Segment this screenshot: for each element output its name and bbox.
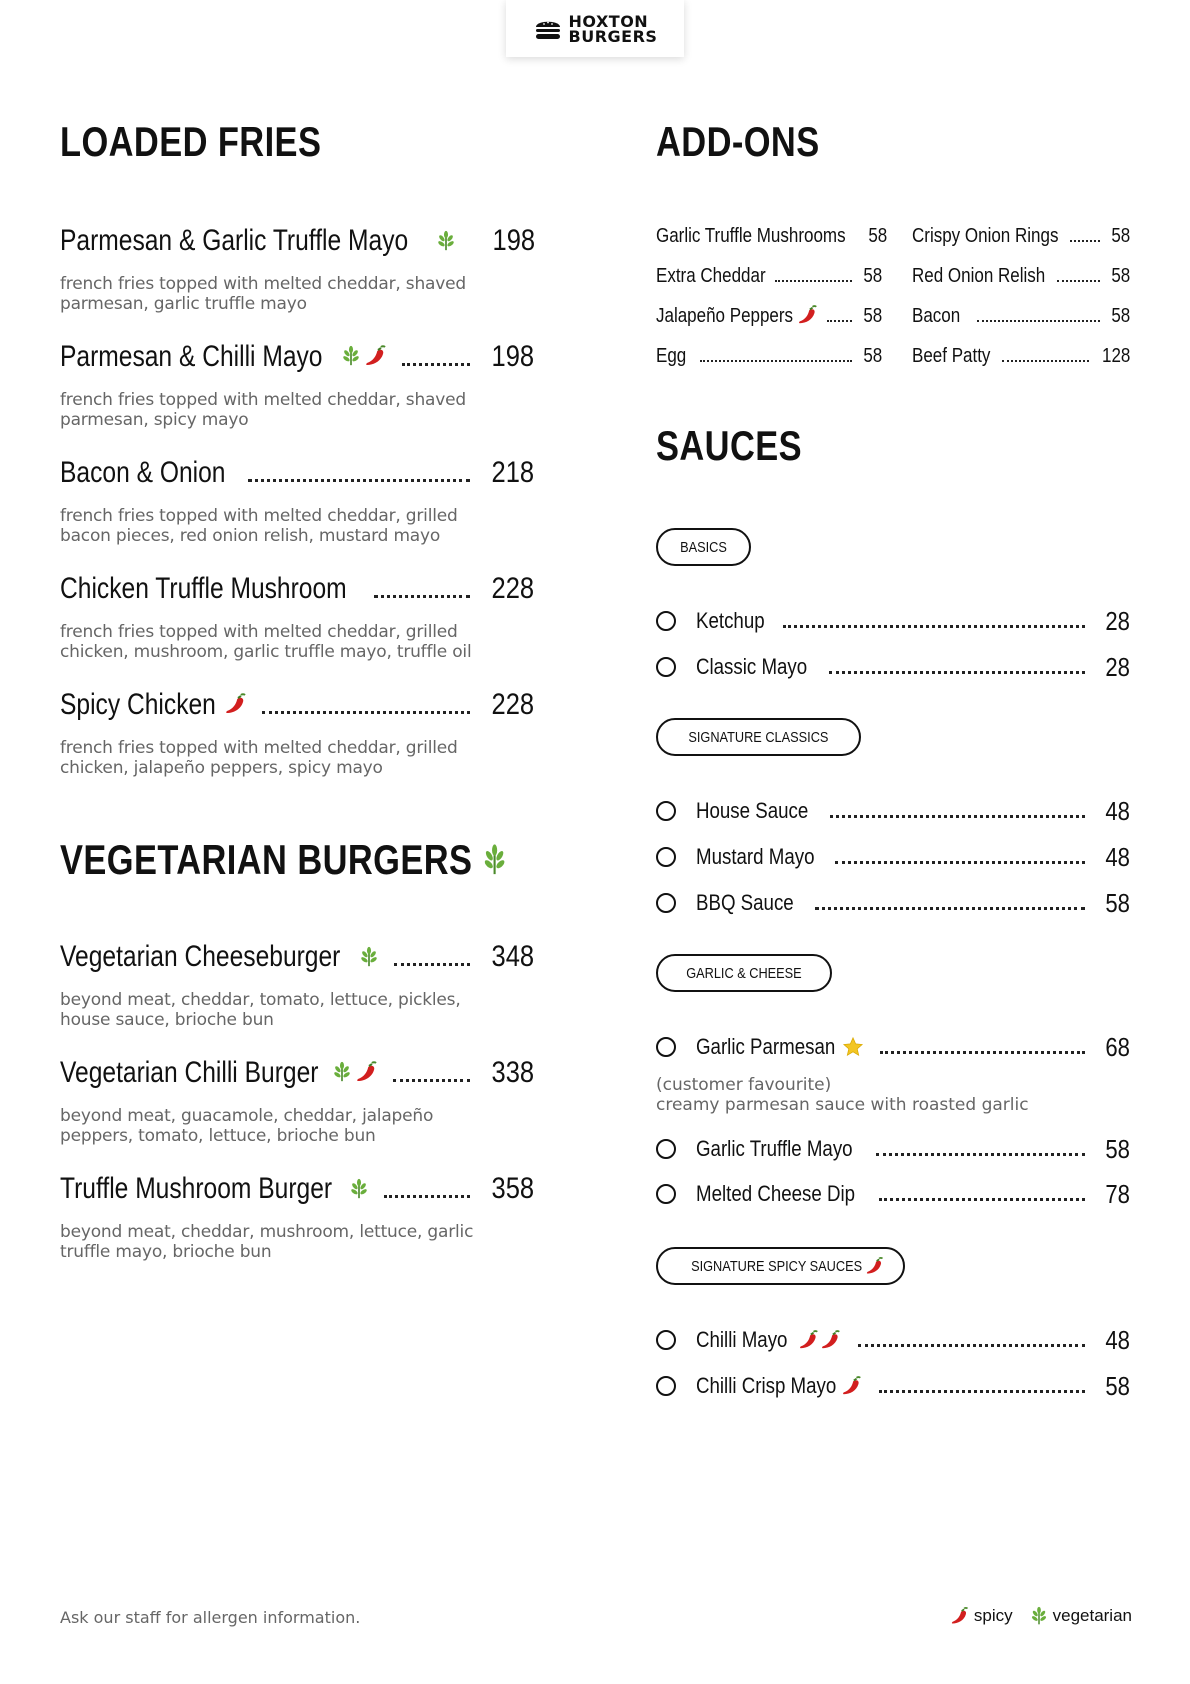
dot-leader (384, 1195, 470, 1198)
menu-item (60, 936, 534, 1030)
radio-button[interactable] (656, 893, 676, 913)
item-name: Truffle Mushroom Burger (60, 1172, 333, 1205)
item-description: french fries topped with melted cheddar, shaved parmesan, spicy mayo (60, 390, 466, 430)
sauce-name: BBQ Sauce (696, 890, 794, 915)
brand-name (568, 11, 658, 46)
sauce-option[interactable] (656, 887, 1130, 919)
item-name: Vegetarian Cheeseburger (60, 940, 341, 973)
addon-name: Egg (656, 345, 687, 367)
sauce-name: Garlic Parmesan (696, 1034, 836, 1059)
sauce-desc-text: creamy parmesan sauce with roasted garlic (656, 1095, 1029, 1115)
vegetarian-icon (481, 843, 509, 877)
dot-leader (1002, 360, 1088, 362)
dot-leader (1070, 240, 1099, 242)
dot-leader (248, 479, 470, 482)
sauce-name: Ketchup (696, 608, 765, 633)
loaded-fries-title: LOADED FRIES (60, 118, 322, 165)
sauce-name: House Sauce (696, 798, 809, 823)
sauces-title: SAUCES (656, 422, 802, 469)
section-title-text: VEGETARIAN BURGERS (60, 836, 473, 883)
sauce-name: Garlic Truffle Mayo (696, 1136, 853, 1161)
item-name: Bacon & Onion (60, 456, 226, 489)
addon-price: 58 (868, 225, 888, 247)
spicy-icon (798, 1329, 820, 1351)
item-name: Chicken Truffle Mushroom (60, 572, 347, 605)
sauce-description (656, 1075, 1029, 1115)
radio-button[interactable] (656, 1139, 676, 1159)
addon-item (656, 262, 882, 288)
sauce-option[interactable] (656, 795, 1130, 827)
sauce-category-basics[interactable] (656, 528, 751, 566)
legend (950, 1606, 1132, 1626)
sauce-price: 48 (1105, 1324, 1130, 1355)
sauce-option[interactable] (656, 1178, 1130, 1210)
addon-price: 58 (1111, 305, 1130, 327)
menu-item (60, 568, 534, 662)
sauce-price: 48 (1105, 841, 1130, 872)
radio-button[interactable] (656, 657, 676, 677)
vegetarian-icon (1029, 1606, 1049, 1626)
sauce-price: 58 (1105, 1370, 1130, 1401)
sauce-category-signature-classics[interactable] (656, 718, 861, 756)
dot-leader (775, 280, 852, 282)
dot-leader (835, 861, 1085, 864)
item-price: 228 (491, 688, 534, 721)
menu-item (60, 220, 534, 314)
dot-leader (827, 320, 852, 322)
sauce-option[interactable] (656, 1031, 1130, 1063)
item-price: 198 (491, 340, 534, 373)
radio-button[interactable] (656, 1376, 676, 1396)
item-description: french fries topped with melted cheddar, grilled chicken, mushroom, garlic truffle mayo, truffle oil (60, 622, 472, 662)
sauce-note: (customer favourite) (656, 1075, 832, 1095)
item-price: 338 (491, 1056, 534, 1089)
sauce-option[interactable] (656, 605, 1130, 637)
menu-item (60, 1168, 534, 1262)
item-description: beyond meat, cheddar, tomato, lettuce, pickles, house sauce, brioche bun (60, 990, 461, 1030)
category-label: SIGNATURE SPICY SAUCES (691, 1257, 863, 1275)
dot-leader (783, 625, 1085, 628)
addon-name: Garlic Truffle Mushrooms (656, 225, 846, 247)
spicy-icon (820, 1329, 842, 1351)
addon-name: Jalapeño Peppers (656, 305, 794, 327)
vegetarian-burgers-title (60, 836, 508, 884)
dot-leader (880, 1051, 1085, 1054)
legend-spicy-label: spicy (973, 1606, 1013, 1625)
addon-item (656, 222, 888, 248)
item-price: 358 (491, 1172, 534, 1205)
item-description: beyond meat, cheddar, mushroom, lettuce, garlic truffle mayo, brioche bun (60, 1222, 474, 1262)
addon-name: Beef Patty (912, 345, 991, 367)
addon-item (656, 342, 882, 368)
menu-item (60, 336, 534, 430)
sauce-option[interactable] (656, 1133, 1130, 1165)
menu-item (60, 684, 534, 778)
vegetarian-icon (331, 1061, 353, 1083)
item-price: 218 (491, 456, 534, 489)
brand-line-2: BURGERS (568, 26, 658, 46)
addon-item (912, 262, 1130, 288)
dot-leader (815, 907, 1085, 910)
radio-button[interactable] (656, 1037, 676, 1057)
spicy-icon (355, 1060, 379, 1084)
dot-leader (1057, 280, 1100, 282)
vegetarian-icon (358, 946, 380, 968)
item-description: beyond meat, guacamole, cheddar, jalapeño peppers, tomato, lettuce, brioche bun (60, 1106, 434, 1146)
sauce-category-signature-spicy[interactable] (656, 1247, 905, 1285)
legend-spicy (950, 1606, 1013, 1626)
sauce-price: 28 (1105, 651, 1130, 682)
legend-vegetarian (1029, 1606, 1132, 1626)
item-name: Spicy Chicken (60, 688, 216, 721)
category-label: GARLIC & CHEESE (686, 964, 802, 982)
allergen-note: Ask our staff for allergen information. (60, 1608, 361, 1627)
addon-price: 58 (863, 305, 882, 327)
vegetarian-icon (435, 230, 457, 252)
addon-name: Extra Cheddar (656, 265, 766, 287)
item-price: 198 (492, 224, 535, 257)
spicy-icon (364, 344, 388, 368)
sauce-price: 78 (1105, 1178, 1130, 1209)
addon-item (912, 342, 1130, 368)
dot-leader (700, 360, 852, 362)
spicy-icon (797, 304, 819, 326)
addon-price: 128 (1101, 345, 1130, 367)
dot-leader (858, 1344, 1085, 1347)
dot-leader (977, 320, 1100, 322)
item-name: Parmesan & Garlic Truffle Mayo (60, 224, 409, 257)
dot-leader (394, 963, 470, 966)
radio-button[interactable] (656, 1184, 676, 1204)
item-description: french fries topped with melted cheddar, grilled chicken, jalapeño peppers, spicy mayo (60, 738, 458, 778)
addon-name: Crispy Onion Rings (912, 225, 1059, 247)
spicy-icon (950, 1606, 970, 1626)
vegetarian-icon (348, 1178, 370, 1200)
item-description: french fries topped with melted cheddar, shaved parmesan, garlic truffle mayo (60, 274, 466, 314)
addon-name: Bacon (912, 305, 961, 327)
item-price: 348 (491, 940, 534, 973)
addon-item (656, 302, 882, 328)
sauce-name: Melted Cheese Dip (696, 1181, 856, 1206)
sauce-price: 58 (1105, 887, 1130, 918)
sauce-category-garlic-cheese[interactable] (656, 954, 832, 992)
spicy-icon (865, 1256, 885, 1276)
sauce-option[interactable] (656, 651, 1130, 683)
sauce-price: 48 (1105, 795, 1130, 826)
item-name: Parmesan & Chilli Mayo (60, 340, 323, 373)
sauce-name: Chilli Crisp Mayo (696, 1373, 837, 1398)
sauce-price: 58 (1105, 1133, 1130, 1164)
spicy-icon (841, 1375, 863, 1397)
spicy-icon (224, 692, 248, 716)
category-label: BASICS (680, 538, 727, 556)
addon-price: 58 (863, 345, 882, 367)
addon-item (912, 222, 1130, 248)
item-price: 228 (491, 572, 534, 605)
item-name: Vegetarian Chilli Burger (60, 1056, 319, 1089)
addon-item (912, 302, 1130, 328)
sauce-price: 68 (1105, 1031, 1130, 1062)
sauce-name: Classic Mayo (696, 654, 808, 679)
sauce-option[interactable] (656, 1370, 1130, 1402)
sauce-name: Chilli Mayo (696, 1327, 788, 1352)
burger-icon (533, 14, 563, 44)
addon-price: 58 (863, 265, 882, 287)
brand-logo (506, 0, 684, 57)
addons-title: ADD-ONS (656, 118, 820, 165)
item-description: french fries topped with melted cheddar, grilled bacon pieces, red onion relish, mustard mayo (60, 506, 458, 546)
brand-line-1: HOXTON (568, 11, 649, 31)
radio-button[interactable] (656, 847, 676, 867)
radio-button[interactable] (656, 611, 676, 631)
dot-leader (830, 815, 1085, 818)
radio-button[interactable] (656, 801, 676, 821)
dot-leader (374, 595, 470, 598)
dot-leader (879, 1198, 1085, 1201)
vegetarian-icon (340, 345, 362, 367)
sauce-price: 28 (1105, 605, 1130, 636)
sauce-name: Mustard Mayo (696, 844, 815, 869)
category-label: SIGNATURE CLASSICS (688, 728, 829, 746)
dot-leader (876, 1153, 1085, 1156)
addon-price: 58 (1111, 225, 1130, 247)
dot-leader (262, 711, 470, 714)
dot-leader (393, 1079, 470, 1082)
sauce-option[interactable] (656, 841, 1130, 873)
radio-button[interactable] (656, 1330, 676, 1350)
dot-leader (402, 363, 470, 366)
menu-item (60, 1052, 534, 1146)
dot-leader (879, 1390, 1085, 1393)
sauce-option[interactable] (656, 1324, 1130, 1356)
addon-name: Red Onion Relish (912, 265, 1046, 287)
legend-vegetarian-label: vegetarian (1052, 1606, 1132, 1625)
menu-item (60, 452, 534, 546)
star-icon (842, 1036, 864, 1058)
dot-leader (829, 671, 1085, 674)
addon-price: 58 (1111, 265, 1130, 287)
